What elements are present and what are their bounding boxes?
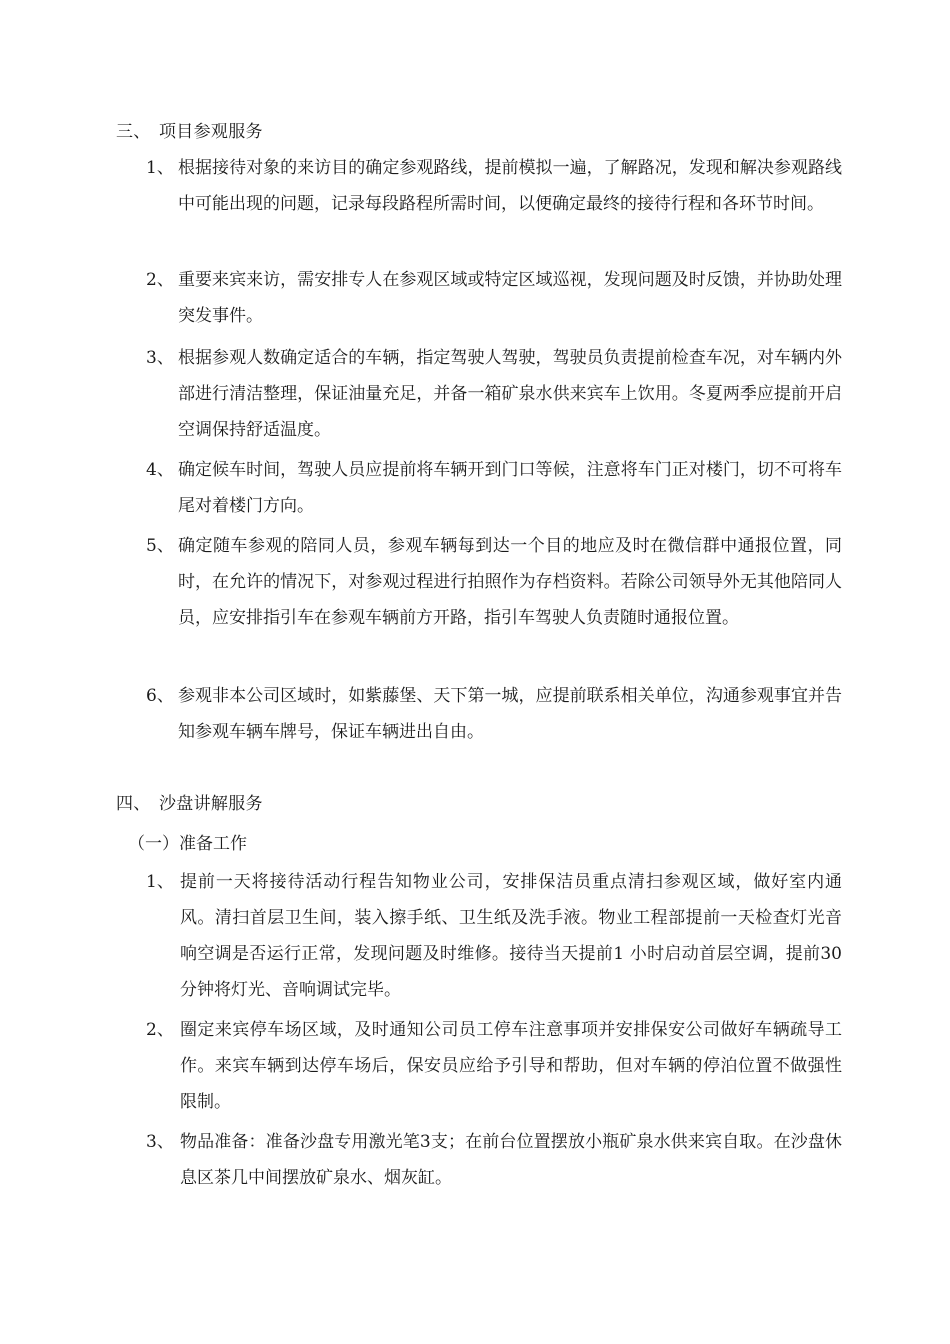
item-number: 3、 [146, 348, 174, 368]
section-3-title: 项目参观服务 [159, 122, 263, 142]
item-number: 4、 [146, 460, 174, 480]
section-4-item-1 [146, 864, 842, 1008]
section-4-item-3 [146, 1124, 842, 1196]
item-text: 圈定来宾停车场区域，及时通知公司员工停车注意事项并安排保安公司做好车辆疏导工作。来宾车辆到达停车场后，保安员应给予引导和帮助，但对车辆的停泊位置不做强性限制。 [180, 1020, 842, 1112]
item-text: 根据接待对象的来访目的确定参观路线，提前模拟一遍，了解路况，发现和解决参观路线中可能出现的问题，记录每段路程所需时间，以便确定最终的接待行程和各环节时间。 [178, 158, 842, 214]
item-text: 参观非本公司区域时，如紫藤堡、天下第一城，应提前联系相关单位，沟通参观事宜并告知参观车辆车牌号，保证车辆进出自由。 [178, 686, 842, 742]
item-number: 6、 [146, 686, 174, 706]
item-text: 确定随车参观的陪同人员，参观车辆每到达一个目的地应及时在微信群中通报位置，同时，在允许的情况下，对参观过程进行拍照作为存档资料。若除公司领导外无其他陪同人员，应安排指引车在参观车辆前方开路，指引车驾驶人负责随时通报位置。 [178, 536, 842, 628]
section-3-item-6 [146, 678, 842, 750]
section-4-title: 沙盘讲解服务 [159, 794, 263, 814]
item-text: 根据参观人数确定适合的车辆，指定驾驶人驾驶，驾驶员负责提前检查车况，对车辆内外部进行清洁整理，保证油量充足，并备一箱矿泉水供来宾车上饮用。冬夏两季应提前开启空调保持舒适温度。 [178, 348, 842, 440]
item-number: 5、 [146, 536, 174, 556]
item-text: 重要来宾来访，需安排专人在参观区域或特定区域巡视，发现问题及时反馈，并协助处理突发事件。 [178, 270, 842, 326]
section-4-subheading: （一）准备工作 [128, 834, 247, 854]
item-number: 2、 [146, 270, 174, 290]
section-3-item-1 [146, 150, 842, 222]
section-4-number: 四、 [116, 794, 151, 814]
section-3-item-3 [146, 340, 842, 448]
item-number: 3、 [146, 1132, 174, 1152]
section-3-number: 三、 [116, 122, 151, 142]
section-4-heading [116, 792, 263, 816]
section-3-item-4 [146, 452, 842, 524]
section-3-heading [116, 120, 263, 144]
item-number: 1、 [146, 872, 174, 892]
item-number: 2、 [146, 1020, 174, 1040]
item-text: 物品准备：准备沙盘专用激光笔3支；在前台位置摆放小瓶矿泉水供来宾自取。在沙盘休息区茶几中间摆放矿泉水、烟灰缸。 [180, 1132, 842, 1188]
item-text: 确定候车时间，驾驶人员应提前将车辆开到门口等候，注意将车门正对楼门，切不可将车尾对着楼门方向。 [178, 460, 842, 516]
section-4-item-2 [146, 1012, 842, 1120]
section-3-item-2 [146, 262, 842, 334]
item-number: 1、 [146, 158, 174, 178]
item-text: 提前一天将接待活动行程告知物业公司，安排保洁员重点清扫参观区域，做好室内通风。清扫首层卫生间，装入擦手纸、卫生纸及洗手液。物业工程部提前一天检查灯光音响空调是否运行正常，发现问题及时维修。接待当天提前1 小时启动首层空调，提前30分钟将灯光、音响调试完毕。 [180, 872, 842, 1000]
section-3-item-5 [146, 528, 842, 636]
